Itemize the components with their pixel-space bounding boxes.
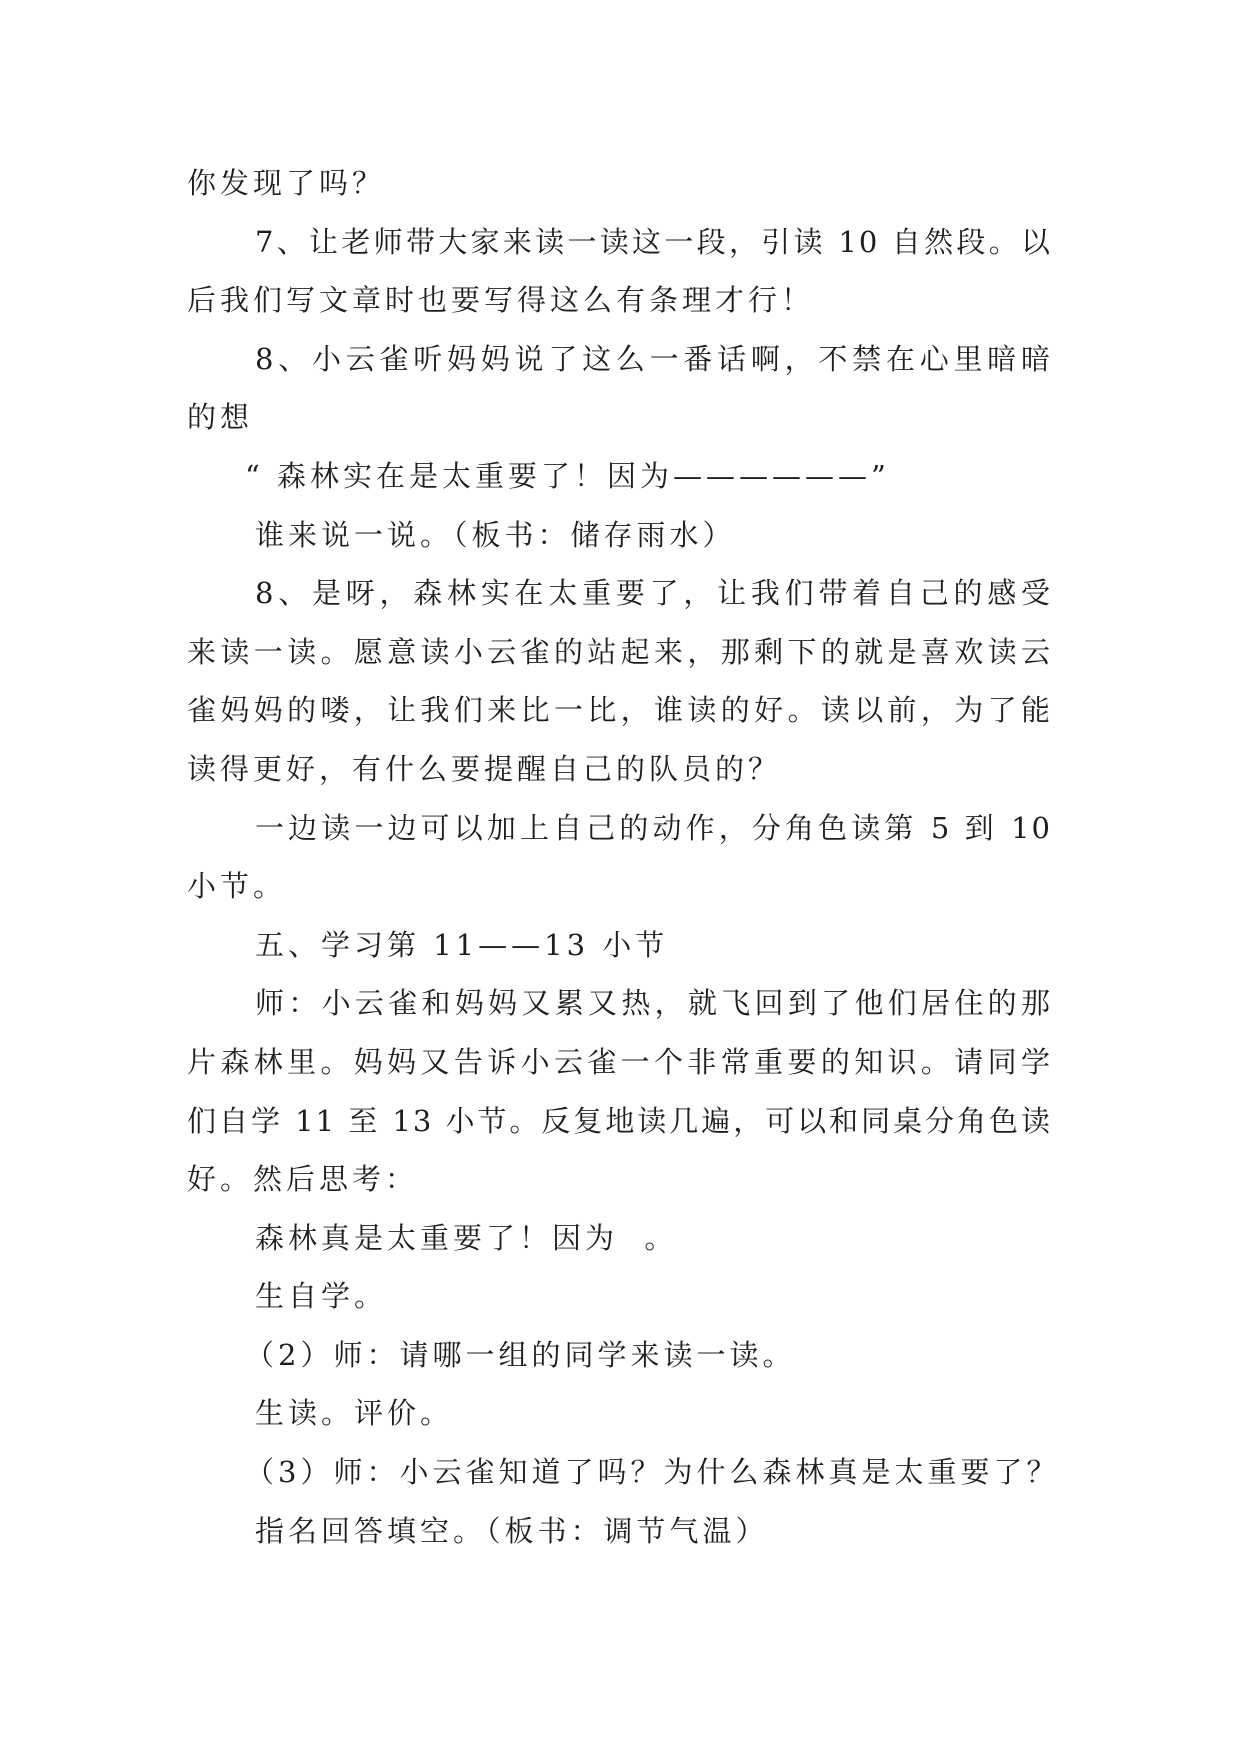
text-line: （2）师：请哪一组的同学来读一读。 [245,1337,796,1372]
paragraph [187,1267,1087,1326]
text-line: 师：小云雀和妈妈又累又热，就飞回到了他们居住的那 [255,986,1052,1021]
text-line: 一边读一边可以加上自己的动作，分角色读第 5 到 10 [255,810,1052,845]
paragraph [187,1384,1087,1443]
text-line: 8、是呀，森林实在太重要了，让我们带着自己的感受 [255,576,1052,611]
text-line: 你发现了吗？ [187,166,386,200]
text-line: 生自学。 [255,1279,388,1314]
text-line: 片森林里。妈妈又告诉小云雀一个非常重要的知识。请同学 [187,1044,1052,1079]
paragraph [187,974,1087,1208]
paragraph [187,1209,1087,1268]
paragraph [187,213,1087,330]
text-line: 谁来说一说。（板书：储存雨水） [255,517,736,552]
text-line: 7、让老师带大家来读一读这一段，引读 10 自然段。以 [255,224,1052,259]
paragraph [187,447,1087,506]
text-line: 小节。 [187,869,287,904]
paragraph [187,799,1087,916]
text-line: 雀妈妈的喽，让我们来比一比，谁读的好。读以前，为了能 [187,693,1052,728]
text-line: 来读一读。愿意读小云雀的站起来，那剩下的就是喜欢读云 [187,634,1052,669]
text-line: 好。然后思考： [187,1162,419,1197]
text-line: 们自学 11 至 13 小节。反复地读几遍，可以和同桌分角色读 [187,1103,1052,1138]
text-line: 8、小云雀听妈妈说了这么一番话啊，不禁在心里暗暗 [255,341,1052,376]
section-heading: 五、学习第 11——13 小节 [255,927,669,962]
text-line: 后我们写文章时也要写得这么有条理才行！ [187,283,815,318]
paragraph [187,154,1087,213]
text-line: 读得更好，有什么要提醒自己的队员的？ [187,751,782,786]
quoted-line: “ 森林实在是太重要了！因为——————” [245,458,890,493]
paragraph [187,1326,1087,1385]
text-line: 的想 [187,400,254,435]
paragraph [187,1502,1087,1561]
paragraph [187,330,1087,447]
paragraph [187,564,1087,798]
paragraph [187,916,1087,975]
paragraph [187,1443,1087,1502]
text-line: 森林真是太重要了！因为 。 [255,1220,678,1255]
text-line: 生读。评价。 [255,1396,454,1431]
text-line: 指名回答填空。（板书：调节气温） [255,1513,769,1548]
paragraph [187,506,1087,565]
document-body [187,154,1087,1560]
text-line: （3）师：小云雀知道了吗？为什么森林真是太重要了？ [245,1455,1060,1490]
